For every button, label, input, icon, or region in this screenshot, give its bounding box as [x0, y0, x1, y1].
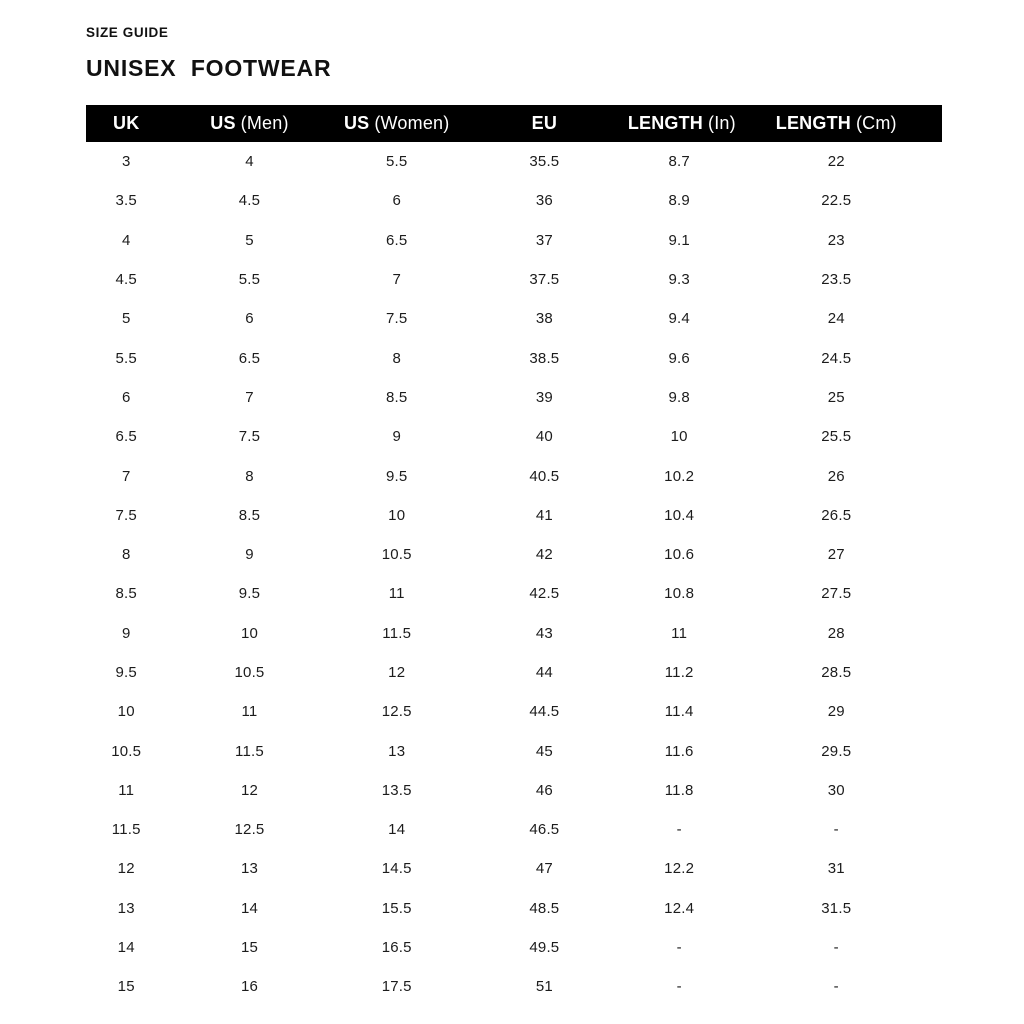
- table-cell: -: [833, 821, 839, 839]
- table-cell: 9.5: [115, 664, 137, 681]
- column-header-bold: EU: [531, 113, 558, 133]
- table-cell: 13: [240, 860, 259, 878]
- table-cell: 16.5: [381, 939, 412, 957]
- table-cell: 40: [535, 428, 553, 446]
- table-cell: 8.5: [238, 506, 261, 524]
- table-cell: 8: [245, 467, 254, 485]
- table-cell: 6.5: [385, 231, 408, 249]
- table-row: [86, 338, 942, 377]
- table-cell: 7.5: [385, 310, 408, 328]
- table-cell: 3: [121, 153, 131, 171]
- table-cell: 8.9: [668, 192, 690, 210]
- table-cell: 5.5: [385, 153, 408, 171]
- table-cell: 9.5: [238, 585, 261, 603]
- table-header-row: [86, 105, 942, 142]
- column-header: [86, 105, 166, 142]
- table-cell: 10.8: [664, 585, 695, 603]
- table-cell: 10: [670, 428, 688, 446]
- table-cell: 27: [827, 546, 845, 564]
- table-row: [86, 260, 942, 299]
- table-cell: 3.5: [115, 192, 137, 210]
- column-header: [731, 105, 942, 142]
- table-cell: 11.5: [235, 742, 264, 760]
- table-cell: 15.5: [381, 899, 412, 917]
- table-cell: 10: [388, 506, 406, 524]
- size-guide-label: SIZE GUIDE: [86, 25, 169, 40]
- table-cell: 8: [121, 546, 131, 564]
- table-cell: 9: [245, 546, 254, 564]
- table-cell: 7: [121, 467, 131, 485]
- table-cell: 49.5: [529, 939, 560, 957]
- table-row: [86, 417, 942, 456]
- table-cell: 9.8: [668, 388, 690, 406]
- table-cell: 9.5: [385, 467, 408, 485]
- table-row: [86, 967, 942, 1006]
- table-cell: 9.6: [668, 349, 690, 367]
- table-cell: 23: [827, 231, 845, 249]
- table-cell: 24.5: [821, 349, 852, 367]
- table-cell: 51: [535, 978, 553, 996]
- table-cell: 14: [388, 821, 406, 839]
- table-cell: 12: [388, 664, 406, 681]
- table-cell: 11.2: [664, 664, 694, 681]
- table-cell: 4: [245, 153, 254, 171]
- table-row: [86, 378, 942, 417]
- table-cell: 14: [240, 899, 259, 917]
- table-cell: 9: [392, 428, 401, 446]
- table-cell: 24: [827, 310, 845, 328]
- column-header-unit: (In): [708, 113, 736, 133]
- table-cell: 29.5: [821, 742, 852, 760]
- table-cell: 7.5: [238, 428, 261, 446]
- table-cell: 40.5: [529, 467, 560, 485]
- column-header-unit: (Women): [374, 113, 450, 133]
- table-cell: 42.5: [529, 585, 560, 603]
- table-cell: 6.5: [238, 349, 261, 367]
- table-cell: 5: [121, 310, 131, 328]
- table-cell: 28: [827, 624, 845, 642]
- table-cell: 8.7: [668, 153, 690, 171]
- table-cell: 13.5: [381, 781, 412, 799]
- table-cell: 9.1: [668, 231, 690, 249]
- size-table-body: [86, 142, 942, 1007]
- table-row: [86, 574, 942, 613]
- table-cell: 41: [535, 506, 553, 524]
- table-cell: 8.5: [385, 388, 408, 406]
- column-header-unit: (Men): [240, 113, 289, 133]
- table-cell: 4.5: [238, 192, 261, 210]
- column-header: [461, 105, 628, 142]
- table-cell: 10.2: [664, 467, 695, 485]
- table-cell: 43: [535, 624, 553, 642]
- table-cell: 12.5: [381, 703, 412, 721]
- table-cell: 37.5: [529, 271, 560, 289]
- column-header: [166, 105, 332, 142]
- table-cell: 13: [388, 742, 406, 760]
- table-cell: 26.5: [821, 506, 852, 524]
- table-cell: 29: [827, 703, 845, 721]
- table-cell: 22.5: [821, 192, 852, 210]
- table-cell: 10: [117, 703, 135, 721]
- table-cell: 11: [671, 624, 688, 642]
- table-cell: 13: [117, 899, 135, 917]
- table-cell: 15: [240, 939, 259, 957]
- table-cell: 25.5: [821, 428, 852, 446]
- table-cell: 11: [388, 585, 405, 603]
- table-cell: 11.4: [664, 703, 694, 721]
- table-cell: 38: [535, 310, 553, 328]
- table-header: [86, 105, 942, 142]
- table-row: [86, 535, 942, 574]
- table-cell: 12.5: [234, 821, 265, 839]
- table-cell: 5.5: [115, 349, 137, 367]
- table-row: [86, 928, 942, 967]
- table-row: [86, 142, 942, 181]
- table-cell: 11: [118, 781, 135, 799]
- table-cell: 30: [827, 781, 845, 799]
- table-cell: 9.4: [668, 310, 690, 328]
- table-cell: 25: [827, 388, 845, 406]
- table-cell: 5.5: [238, 271, 261, 289]
- table-cell: 22: [827, 153, 845, 171]
- table-cell: 4: [121, 231, 131, 249]
- table-cell: 7: [392, 271, 401, 289]
- table-cell: 44.5: [529, 703, 560, 721]
- table-cell: 8.5: [115, 585, 137, 603]
- table-cell: 27.5: [821, 585, 852, 603]
- table-row: [86, 692, 942, 731]
- table-cell: 12: [240, 781, 259, 799]
- column-header-bold: LENGTH: [627, 113, 704, 133]
- table-row: [86, 810, 942, 849]
- table-cell: 47: [535, 860, 553, 878]
- table-cell: 7: [245, 388, 254, 406]
- column-header: [627, 105, 736, 142]
- table-row: [86, 731, 942, 770]
- table-cell: 38.5: [529, 349, 560, 367]
- table-row: [86, 889, 942, 928]
- table-cell: 23.5: [821, 271, 852, 289]
- table-cell: 28.5: [821, 664, 852, 681]
- table-cell: 14.5: [381, 860, 412, 878]
- table-cell: 48.5: [529, 899, 560, 917]
- table-cell: 11.5: [382, 624, 412, 642]
- column-header-bold: US: [343, 113, 370, 133]
- table-row: [86, 221, 942, 260]
- table-cell: 36: [535, 192, 553, 210]
- table-cell: 39: [535, 388, 553, 406]
- table-cell: 4.5: [115, 271, 137, 289]
- table-cell: 10.4: [664, 506, 695, 524]
- table-cell: 11: [241, 703, 258, 721]
- table-cell: 7.5: [115, 506, 137, 524]
- table-cell: -: [833, 978, 839, 996]
- column-header-unit: (Cm): [855, 113, 897, 133]
- table-row: [86, 653, 942, 692]
- table-cell: 15: [117, 978, 135, 996]
- table-cell: 9: [121, 624, 131, 642]
- table-row: [86, 614, 942, 653]
- table-row: [86, 456, 942, 495]
- table-cell: 6.5: [115, 428, 137, 446]
- table-row: [86, 771, 942, 810]
- table-cell: 10.5: [234, 664, 265, 681]
- table-cell: 10: [240, 624, 259, 642]
- table-cell: 6: [245, 310, 254, 328]
- table-cell: 12.4: [664, 899, 695, 917]
- page-title: UNISEX FOOTWEAR: [86, 55, 332, 81]
- table-cell: 9.3: [668, 271, 690, 289]
- table-cell: 17.5: [381, 978, 412, 996]
- table-cell: -: [833, 939, 839, 957]
- column-header-bold: US: [210, 113, 236, 133]
- table-cell: 12: [117, 860, 135, 878]
- table-row: [86, 496, 942, 535]
- table-cell: 12.2: [664, 860, 695, 878]
- column-header-bold: UK: [113, 113, 140, 133]
- table-cell: 42: [535, 546, 553, 564]
- table-cell: 16: [240, 978, 259, 996]
- column-header-bold: LENGTH: [775, 113, 851, 133]
- table-cell: 5: [245, 231, 254, 249]
- table-cell: 11.6: [664, 742, 694, 760]
- table-cell: 10.6: [664, 546, 695, 564]
- table-cell: 10.5: [381, 546, 412, 564]
- table-cell: 46.5: [529, 821, 560, 839]
- table-row: [86, 181, 942, 220]
- table-cell: 14: [117, 939, 135, 957]
- table-row: [86, 299, 942, 338]
- table-cell: 31.5: [821, 899, 852, 917]
- table-cell: 45: [535, 742, 553, 760]
- table-cell: -: [676, 939, 682, 957]
- table-cell: 31: [827, 860, 845, 878]
- size-conversion-table: [86, 105, 942, 1007]
- table-cell: 26: [827, 467, 845, 485]
- table-cell: 6: [392, 192, 401, 210]
- table-cell: 37: [535, 231, 553, 249]
- table-cell: -: [676, 978, 682, 996]
- column-header: [333, 105, 461, 142]
- table-cell: 10.5: [111, 742, 142, 760]
- table-cell: 6: [121, 388, 131, 406]
- table-cell: -: [676, 821, 682, 839]
- table-cell: 35.5: [529, 153, 560, 171]
- table-cell: 11.5: [111, 821, 141, 839]
- table-cell: 11.8: [664, 781, 694, 799]
- table-cell: 46: [535, 781, 553, 799]
- table-cell: 44: [535, 664, 553, 681]
- table-cell: 8: [392, 349, 401, 367]
- table-row: [86, 849, 942, 888]
